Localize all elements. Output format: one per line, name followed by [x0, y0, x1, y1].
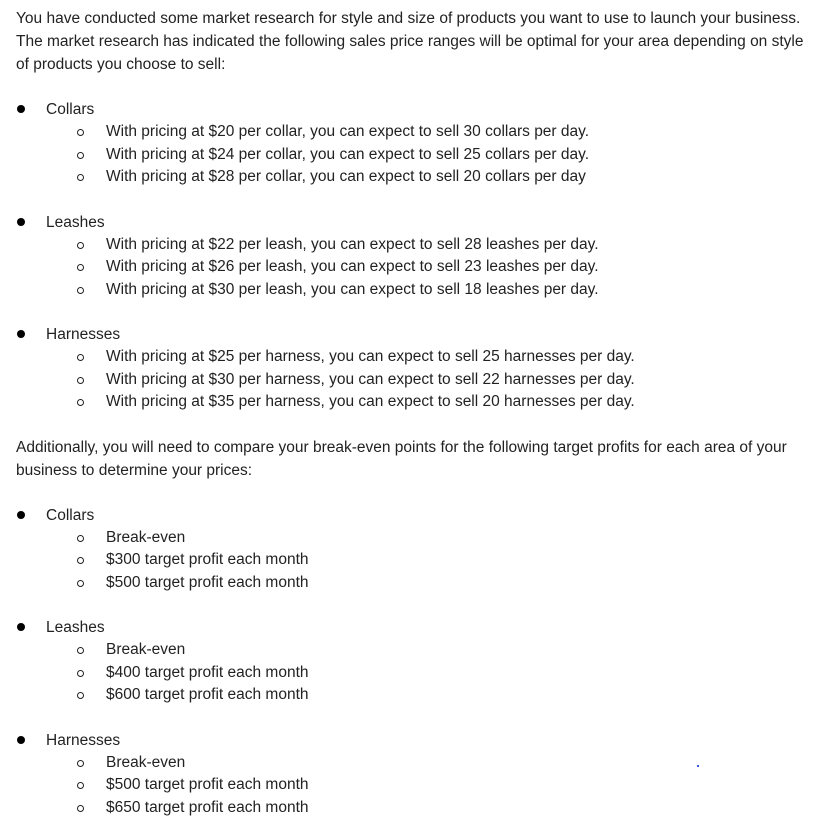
- sub-list-item: [46, 684, 806, 707]
- circle-bullet-icon: [77, 760, 84, 767]
- sub-list-item: [46, 144, 806, 167]
- circle-bullet-icon: [77, 557, 84, 564]
- pricing-item-collars: [16, 98, 806, 189]
- sub-item-text: $500 target profit each month: [106, 776, 309, 793]
- sub-list-item: [46, 774, 806, 797]
- bullet-label: Collars: [46, 506, 95, 524]
- target-item-collars: [16, 504, 806, 595]
- pricing-item-harnesses: [16, 323, 806, 414]
- circle-bullet-icon: [77, 242, 84, 249]
- bullet-icon: [17, 330, 25, 338]
- sub-list-item: [46, 549, 806, 572]
- bullet-label: Leashes: [46, 619, 105, 636]
- circle-bullet-icon: [77, 647, 84, 654]
- circle-bullet-icon: [77, 287, 84, 294]
- bullet-label: Harnesses: [46, 731, 121, 749]
- bullet-icon: [17, 218, 25, 226]
- circle-bullet-icon: [77, 399, 84, 406]
- sub-item-text: Break-even: [106, 528, 186, 546]
- circle-bullet-icon: [77, 670, 84, 677]
- sub-item-text: $300 target profit each month: [106, 551, 309, 568]
- circle-bullet-icon: [77, 264, 84, 271]
- additional-paragraph: Additionally, you will need to compare your break-even points for the following target profits for each area of your business to determine your prices:: [16, 438, 787, 479]
- bullet-label: Harnesses: [46, 326, 121, 343]
- circle-bullet-icon: [77, 129, 84, 136]
- sub-list: [46, 346, 806, 414]
- sub-list-item: [46, 346, 806, 369]
- sub-list-item: [46, 527, 806, 550]
- stray-dot: [697, 765, 699, 767]
- circle-bullet-icon: [77, 174, 84, 181]
- pricing-item-leashes: [16, 211, 806, 302]
- sub-list-item: [46, 166, 806, 189]
- sub-item-text: With pricing at $25 per harness, you can expect to sell 25 harnesses per day.: [106, 348, 635, 365]
- bullet-icon: [17, 105, 25, 113]
- sub-list: [46, 639, 806, 707]
- circle-bullet-icon: [77, 782, 84, 789]
- sub-list-item: [46, 391, 806, 414]
- sub-list: [46, 234, 806, 302]
- intro-paragraph: You have conducted some market research for style and size of products you want to use to launch your business. The market research has indicated the following sales price ranges will be optimal for your area depending on style of products you choose to sell:: [16, 10, 804, 73]
- sub-list: [46, 121, 806, 189]
- sub-list-item: [46, 234, 806, 257]
- sub-item-text: $500 target profit each month: [106, 573, 309, 591]
- target-item-leashes: [16, 616, 806, 707]
- bullet-icon: [17, 623, 25, 631]
- sub-item-text: With pricing at $28 per collar, you can expect to sell 20 collars per day: [106, 168, 586, 185]
- bullet-label: Leashes: [46, 213, 105, 231]
- sub-item-text: With pricing at $24 per collar, you can expect to sell 25 collars per day.: [106, 145, 590, 163]
- bullet-icon: [17, 511, 25, 519]
- sub-list-item: [46, 121, 806, 144]
- sub-item-text: With pricing at $20 per collar, you can expect to sell 30 collars per day.: [106, 123, 590, 140]
- sub-item-text: With pricing at $30 per harness, you can expect to sell 22 harnesses per day.: [106, 370, 635, 388]
- sub-item-text: $600 target profit each month: [106, 686, 309, 703]
- bullet-icon: [17, 736, 25, 744]
- sub-item-text: With pricing at $22 per leash, you can expect to sell 28 leashes per day.: [106, 235, 599, 253]
- sub-list-item: [46, 662, 806, 685]
- sub-list-item: [46, 279, 806, 302]
- target-item-harnesses: [16, 729, 806, 820]
- sub-list: [46, 527, 806, 595]
- sub-item-text: Break-even: [106, 641, 186, 658]
- circle-bullet-icon: [77, 805, 84, 812]
- sub-list-item: [46, 572, 806, 595]
- circle-bullet-icon: [77, 535, 84, 542]
- document-body: [16, 7, 806, 819]
- circle-bullet-icon: [77, 152, 84, 159]
- sub-item-text: With pricing at $26 per leash, you can expect to sell 23 leashes per day.: [106, 258, 599, 275]
- circle-bullet-icon: [77, 692, 84, 699]
- sub-item-text: $400 target profit each month: [106, 663, 309, 681]
- sub-item-text: With pricing at $30 per leash, you can expect to sell 18 leashes per day.: [106, 280, 599, 298]
- circle-bullet-icon: [77, 580, 84, 587]
- circle-bullet-icon: [77, 354, 84, 361]
- bullet-label: Collars: [46, 101, 95, 118]
- circle-bullet-icon: [77, 377, 84, 384]
- sub-list-item: [46, 369, 806, 392]
- sub-item-text: With pricing at $35 per harness, you can expect to sell 20 harnesses per day.: [106, 393, 635, 410]
- sub-list-item: [46, 639, 806, 662]
- sub-list: [46, 752, 806, 820]
- sub-list-item: [46, 256, 806, 279]
- sub-list-item: [46, 752, 806, 775]
- pricing-list: [16, 98, 806, 414]
- sub-item-text: Break-even: [106, 753, 186, 771]
- targets-list: [16, 504, 806, 820]
- sub-list-item: [46, 797, 806, 820]
- sub-item-text: $650 target profit each month: [106, 798, 309, 816]
